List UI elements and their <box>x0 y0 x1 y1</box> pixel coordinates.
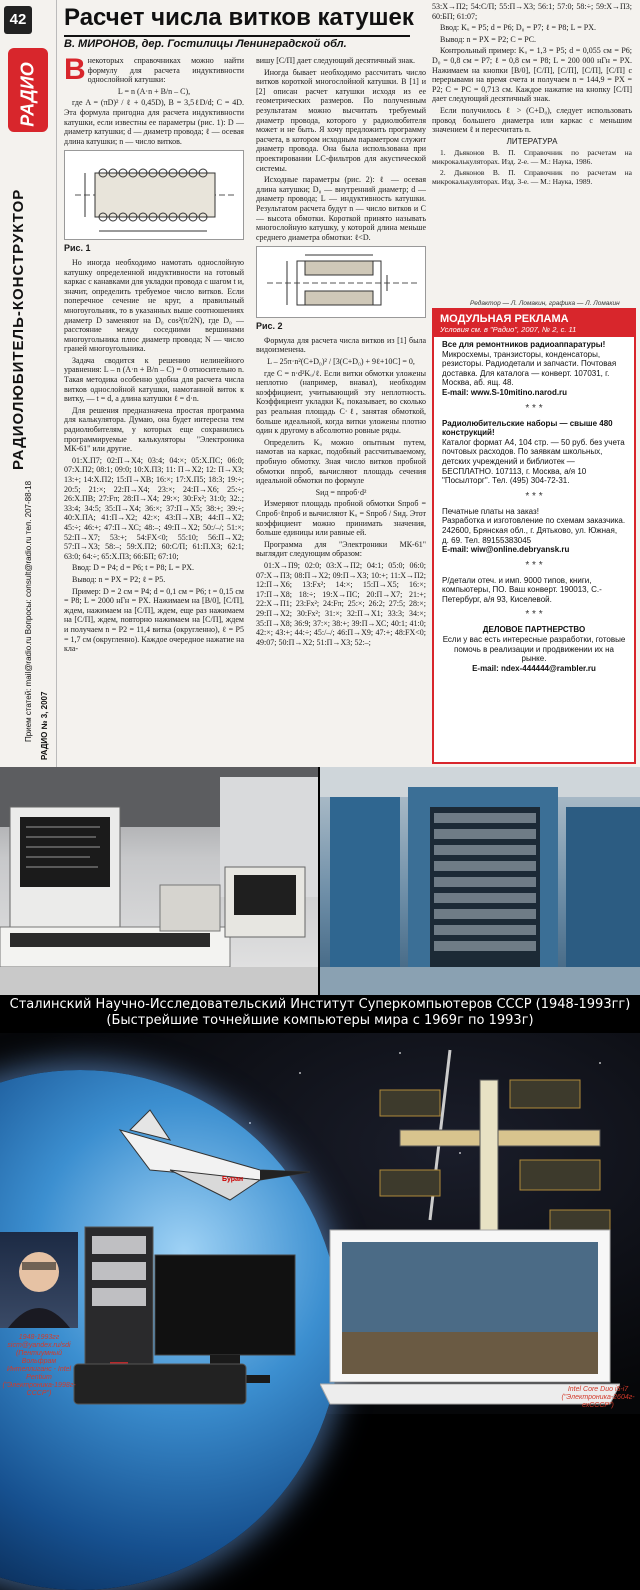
title-rule <box>64 35 410 37</box>
editor-credits: Редактор — Л. Ломакин, графика — Л. Ломакин <box>470 300 620 307</box>
col2-paragraph-7: Измеряют площадь пробной обмотки Sпроб = Cпроб·ℓпроб и вычисляют Kᵤ = Sпроб / Sид. Этот коэффициент можно принимать значения, больше единицы или равные ей. <box>256 499 426 538</box>
ad-2-title: Радиолюбительские наборы — свыше 480 конструкций! <box>442 418 613 438</box>
reference-1: 1. Дьяконов В. П. Справочник по расчетам на микрокалькуляторах. Изд. 2-е. — М.: Наука, 1986. <box>432 148 632 167</box>
ad-block <box>432 308 636 764</box>
ad-5-text: Если у вас есть интересные разработки, готовые помочь в реализации и продвижении их на рынке. <box>442 635 626 664</box>
article-column-2 <box>256 56 426 756</box>
left-credit-text: 1948-1993гг sicm@yandex.ru/sdi (Пентиумный Вольфрам Интеллиганс - Intel Pentium ("Электроника-1998г-СССР") <box>2 1334 76 1397</box>
col2-paragraph-5: где C = n·d²Kᵤ/ℓ. Если витки обмотки уложены неплотно (например, внавал), необходим коэффициент, учитывающий эту неплотность. Коэффициент укладки Kᵤ показывает, во сколько раз реальная площадь C·ℓ, занятая обмоткой, больше идеальной, когда витки уложены плотно один к другому в абсолютно ровные ряды. <box>256 368 426 436</box>
literature-title: ЛИТЕРАТУРА <box>506 136 558 146</box>
ad-5-email[interactable]: E-mail: ndex-444444@rambler.ru <box>472 663 596 673</box>
keyboard <box>70 1360 250 1408</box>
col3-note: Если получилось ℓ > (C+D₀), следует использовать провод большего диаметра или каркас с меньшим значением ℓ и пересчитать n. <box>432 105 632 135</box>
ad-3-email[interactable]: E-mail: wiw@online.debryansk.ru <box>442 545 570 555</box>
formula-2: L – 25π·n²(C+D₀)² / [3(C+D₀) + 9ℓ+10C] = 0, <box>267 357 415 367</box>
caption-line-2: (Быстрейшие точнейшие компьютеры мира с 1969г по 1993г) <box>106 1013 534 1028</box>
page-number: 42 <box>4 6 32 34</box>
col1-paragraph-2: где A = (πD)² / ℓ + 0,45D), B = 3,5ℓD/d; C = 4D. Эта формула пригодна для расчета индуктивности катушки, если известны ее параметры (рис. 1): D — диаметр катушки; d — диаметр провода; ℓ — осевая длина катушки; n — число витков. <box>64 98 244 146</box>
col1-intro: некоторых справочниках можно найти формулу для расчета индуктивности однослойной катушки: <box>87 56 244 85</box>
section-title: РАДИОЛЮБИТЕЛЬ-КОНСТРУКТОР <box>10 188 27 470</box>
magazine-page <box>0 0 640 767</box>
col2-paragraph-6: Определить Kᵤ можно опытным путем, намотав на каркас, подобный рассчитываемому, пробную обмотку. Зная число витков пробной обмотки nпроб, вычисляют площадь сечения идеальной обмотки по формуле <box>256 437 426 486</box>
ad-3-text: Разработка и изготовление по схемам заказчика. 242600, Брянская обл., г. Дятьково, ул. Южная, д. 69. Тел. 89155383045 <box>442 516 626 545</box>
space-shuttle <box>110 1100 320 1210</box>
ad-header <box>434 310 634 337</box>
col3-input: Ввод: Kᵤ = P5; d = P6; D₀ = P7; ℓ = P8; L = PX. <box>440 23 596 33</box>
ad-1 <box>434 337 634 401</box>
laptop <box>320 1222 620 1412</box>
coil-drawing-1 <box>65 151 243 239</box>
author-photo <box>0 1232 78 1328</box>
ad-separator: * * * <box>525 402 543 414</box>
col2-program: 01:Х→П9; 02:0; 03:Х→П2; 04:1; 05:0; 06:0; 07:Х→П3; 08:П→Х2; 09:П→Х3; 10:+; 11:Х→П2; 12:П→Х6; 13:Fx²; 14:×; 15:П→Х5; 16:×; 17:П→Х8; 18:÷; 19:Х→ПС; 20:П→Х7; 21:+; 22:Х→П1; 23:Fx²; 24:Fπ; 25:×; 26:2; 27:5; 28:×; 29:П→Х2; 30:Fx²; 31:×; 32:П→Х1; 33:3; 34:×; 35:П→Х8; 36:9; 37:×; 38:+; 39:П→ХС; 40:1; 41:0; 42:×; 43:+; 44:÷; 45:/–/; 46:П→Х9; 47:+; 48:FХ<0; 49:07; 50:П→Х2; 51:П→Х3; 52:–; <box>256 560 426 647</box>
ad-1-email[interactable]: E-mail: www.S-10mitino.narod.ru <box>442 387 568 397</box>
coil-drawing-2 <box>257 247 425 317</box>
col1-input: Ввод: D = P4; d = P6; t = P8; L = PX. <box>72 563 194 573</box>
right-credit-text: Intel Core Duo i5-i7 ("Электроника-2604г-ехСССР") <box>561 1386 635 1409</box>
shuttle-label: Буран <box>222 1176 244 1183</box>
ad-separator: * * * <box>525 490 543 502</box>
reference-2: 2. Дьяконов В. П. Справочник по расчетам на микрокалькуляторах. Изд. 3-е. — М.: Наука, 1989. <box>432 168 632 187</box>
article-column-1 <box>64 56 244 756</box>
ad-5 <box>434 622 634 676</box>
col1-example: Пример: D = 2 см = P4; d = 0,1 см = P6; t = 0,15 см = P8; L = 2000 нГн = PX. Нажимаем на [В/0], [С/П], ждем, нажимаем на [С/П], ждем, еще раз нажимаем на [С/П], ждем, повторно нажимаем на [С/П], ждем и получаем n = P2 = 11,4 витка (округленно), ℓ = P5 = 1,7 см (округленно). Каждое очередное нажатие на кла- <box>64 586 244 654</box>
col2-paragraph-1: вишу [С/П] дает следующий десятичный знак. <box>256 56 415 65</box>
col1-paragraph-3: Но иногда необходимо намотать однослойную катушку определенной индуктивности на готовый каркас с канавками для укладки провода с шагом t и, значит, определить требуемое число витков. Если поперечное сечение не круг, а правильный многоугольник, то в указанных выше соотношениях диаметр D заменяют на D₀ cos²(π/2N), где D₀ — расстояние между соседними вершинами многоугольника плюс диаметр провода; N — число граней многоугольника. <box>64 257 244 354</box>
col2-paragraph-2: Иногда бывает необходимо рассчитать число витков короткой многослойной катушки. В [1] и [2] описан расчет катушки исходя из ее геометрических размеров. По полученным результатам можно высчитать требуемый диаметр провода, которого у радиолюбителя может и не быть. Я хочу предложить программу расчета, в котором исходным параметром служит диаметр провода. Она была использована при проектировании LC-фильтров для акустической системы. <box>256 67 426 173</box>
terminals-illustration <box>0 767 318 995</box>
author-portrait <box>0 1232 78 1328</box>
figure-1-caption: Рис. 1 <box>64 243 91 254</box>
ad-2 <box>434 416 634 489</box>
ad-2-text: Каталог формат А4, 104 стр. — 50 руб. без учета почтовых расходов. По заявкам школьных, детских учреждений и библиотек — БЕСПЛАТНО. 107113, г. Москва, а/я 10 "Посылторг". Тел. (495) 304-72-31. <box>442 437 625 486</box>
mainframe-illustration <box>320 767 640 995</box>
ad-header-title: МОДУЛЬНАЯ РЕКЛАМА <box>440 313 569 325</box>
drop-cap: В <box>64 56 86 86</box>
article-column-3 <box>432 2 632 302</box>
col1-output: Вывод: n = PX = P2; ℓ = P5. <box>72 574 166 584</box>
article-author: В. МИРОНОВ, дер. Гостилицы Ленинградской обл. <box>64 38 347 50</box>
col3-example: Контрольный пример: Kᵤ = 1,3 = P5; d = 0,055 см = P6; D₀ = 0,8 см = P7; ℓ = 0,8 см = P8; L = 200 000 нГн = PX. Нажимаем на кнопки [В/0], [С/П], [С/П], [С/П], [С/П] с перерывами на время счета и получаем n = 144,9 = PX = P2; C = PC = 0,713 см. Каждое нажатие на кнопку [С/П] дает следующий десятичный знак. <box>432 46 632 104</box>
ad-5-title: ДЕЛОВОЕ ПАРТНЕРСТВО <box>482 625 586 635</box>
col1-program: 01:Х.П7; 02:П→Х4; 03:4; 04:×; 05:Х.ПС; 06:0; 07:Х.П2; 08:1; 09:0; 10:Х.П3; 11: П→Х2; 12: П→Х3; 13:+; 14:Х.П2; 15:П→ХВ; 16:×; 17:Х.П5; 18:3; 19:÷; 20:5; 21:×; 22:П→Х4; 23:×; 24:П→Х6; 25:÷; 26:Х.ПВ; 27:Fπ; 28:П→Х4; 29:×; 30:Fx²; 31:0; 32:.; 33:4; 34:5; 35:П→Х4; 36:×; 37:П→Х5; 38:+; 39:÷; 40:Х.ПА; 41:П→Х2; 42:×; 43:П→ХВ; 44:П→Х2; 45:÷; 46:+; 47:П→ХС; 48:–; 49:П→Х2; 50:/–/; 51:×; 52:П→Х7; 53:+; 54:FХ<0; 55:10; 56:П→Х2; 57:П→Х3; 58:–; 59:Х.П2; 60:С/П; 61:П.Х3; 62:1; 63:0; 64:÷; 65:Х.П3; 66:БП; 67:10; <box>64 455 244 561</box>
figure-2-caption: Рис. 2 <box>256 321 283 332</box>
formula-3: Sид = nпроб·d² <box>315 487 367 497</box>
col1-paragraph-5: Для решения предназначена простая программа для калькулятора. Думаю, она будет интересна тем радиолюбителям, у которых еще сохранились программируемые калькуляторы "Электроника МК-61" или другие. <box>64 405 244 454</box>
logo-text: РАДИО <box>17 62 38 127</box>
col3-output: Вывод: n = PX = P2; C = PC. <box>440 34 537 44</box>
issue-label: РАДИО № 3, 2007 <box>40 691 49 760</box>
col2-paragraph-8: Программа для "Электроники МК-61" выглядит следующим образом: <box>256 539 426 559</box>
caption <box>0 995 640 1035</box>
contacts: Прием статей: mail@radio.ru Вопросы: consult@radio.ru тел. 207-88-18 <box>24 480 33 742</box>
caption-line-1: Сталинский Научно-Исследовательский Институт Суперкомпьютеров СССР (1948-1993гг) <box>9 997 631 1012</box>
ad-4-text: Р/детали отеч. и имп. 9000 типов, книги, компьютеры, ПО. Ваш конверт. 190013, С.-Петербург, а/я 93, Киселевой. <box>442 575 602 604</box>
ad-header-subtitle: Условия см. в "Радио", 2007, № 2, с. 11 <box>440 325 577 334</box>
ad-1-text: Микросхемы, транзисторы, конденсаторы, резисторы. Радиодетали и запчасти. Почтовая доставка. Для каталога — конверт. 107031, г. Москва, аб. ящ. 48. <box>442 349 617 388</box>
photo-computer-terminals <box>0 767 318 995</box>
ad-3-title: Печатные платы на заказ! <box>442 506 539 516</box>
ad-separator: * * * <box>525 559 543 571</box>
ad-separator: * * * <box>525 609 543 621</box>
formula-1: L = n (A·n + B/n – C), <box>117 86 191 96</box>
ad-3 <box>434 504 634 558</box>
col2-paragraph-3: Исходные параметры (рис. 2): ℓ — осевая длина катушки; D₀ — внутренний диаметр; d — диаметр провода; L — индуктивность катушки. Результатом расчета будут n — число витков и C — высота обмотки. Короткой принято называть многослойную катушку, у которой длина меньше среднего диаметра обмотки: ℓ<D. <box>256 175 426 242</box>
col3-program: 53:Х→П2; 54:С/П; 55:П→Х3; 56:1; 57:0; 58:÷; 59:Х→П3; 60:БП; 61:07; <box>432 2 632 21</box>
figure-2 <box>256 246 426 318</box>
col1-paragraph-4: Задача сводится к решению нелинейного уравнения: L – n (A·n + B/n – C) = 0 относительно n. Такая методика особенно удобна для расчета числа витков однослойной катушки, намотанной виток к витку, — t = d, а длина катушки ℓ = d·n. <box>64 355 244 404</box>
photo-mainframe-cabinets <box>320 767 640 995</box>
ad-4 <box>434 573 634 608</box>
radio-logo <box>8 48 48 132</box>
ad-1-title: Все для ремонтников радиоаппаратуры! <box>442 340 606 349</box>
col2-paragraph-4: Формула для расчета числа витков из [1] была видоизменена. <box>256 335 426 355</box>
figure-1 <box>64 150 244 240</box>
article-title: Расчет числа витков катушек <box>64 4 414 31</box>
